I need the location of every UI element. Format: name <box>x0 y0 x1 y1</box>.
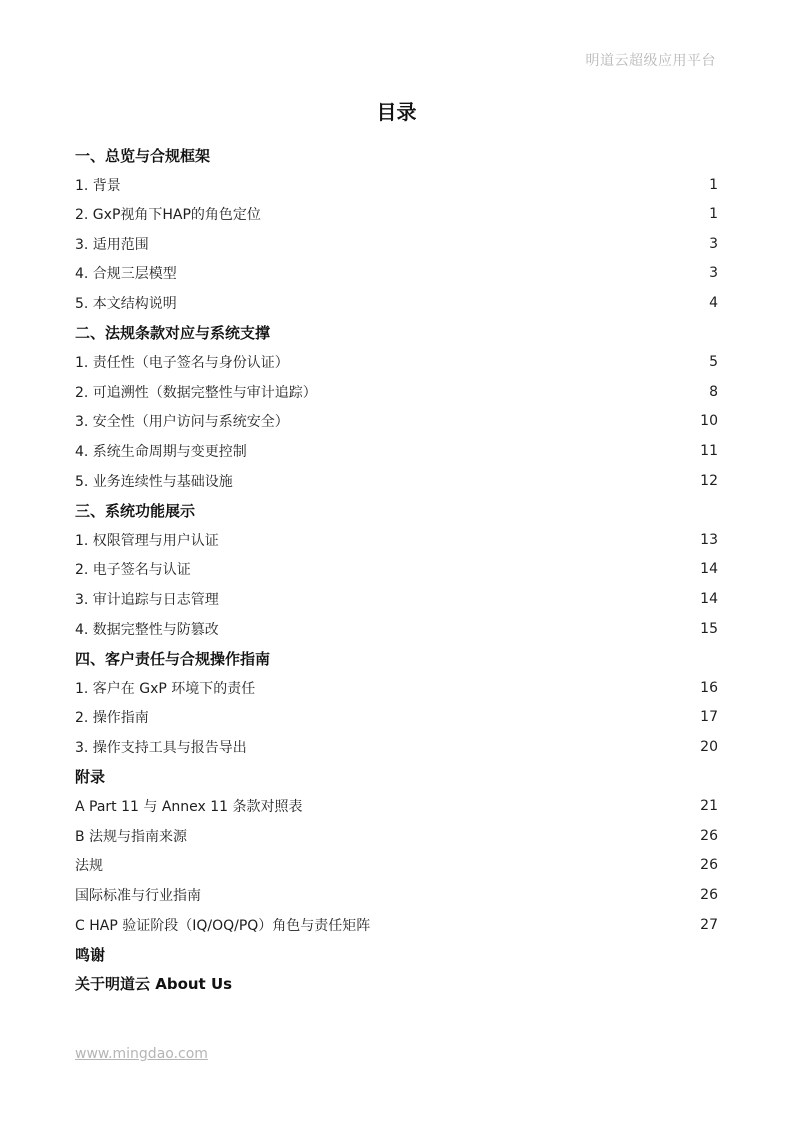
toc-page-number: 1 <box>709 206 718 223</box>
toc-entry-label: 四、客户责任与合规操作指南 <box>75 649 271 668</box>
header-brand: 明道云超级应用平台 <box>585 53 716 69</box>
toc-entry-label: 三、系统功能展示 <box>75 501 196 520</box>
toc-entry-label: 国际标准与行业指南 <box>75 888 201 904</box>
footer-website-link[interactable]: www.mingdao.com <box>75 1046 208 1062</box>
toc-page-number: 17 <box>700 709 718 726</box>
toc-entry[interactable] <box>75 260 718 286</box>
toc-entry-label: 1. 客户在 GxP 环境下的责任 <box>75 680 256 697</box>
toc-entry[interactable] <box>75 349 718 375</box>
toc-page-number: 21 <box>700 798 718 815</box>
toc-entry[interactable] <box>75 616 718 642</box>
toc-entry-label: 法规 <box>75 858 103 875</box>
toc-section-heading[interactable] <box>75 941 718 967</box>
toc-entry-label: 3. 安全性（用户访问与系统安全） <box>75 414 289 431</box>
toc-page-number: 10 <box>700 413 718 430</box>
toc-entry[interactable] <box>75 586 718 612</box>
toc-entry-label: 3. 审计追踪与日志管理 <box>75 592 219 608</box>
toc-page-number: 26 <box>700 827 718 844</box>
toc-entry[interactable] <box>75 675 718 701</box>
toc-entry[interactable] <box>75 734 718 760</box>
toc-page-number: 8 <box>709 383 718 400</box>
toc-page-number: 5 <box>709 354 718 371</box>
toc-section-heading[interactable] <box>75 497 718 523</box>
toc-entry[interactable] <box>75 408 718 434</box>
toc-page-number: 14 <box>700 561 718 578</box>
page-title: 目录 <box>376 100 417 124</box>
toc-entry-label: 一、总览与合规框架 <box>75 146 211 165</box>
toc-entry[interactable] <box>75 704 718 730</box>
toc-page-number: 27 <box>700 916 718 933</box>
toc-page-number: 26 <box>700 857 718 874</box>
toc-entry-label: 1. 权限管理与用户认证 <box>75 532 219 549</box>
toc-entry[interactable] <box>75 201 718 227</box>
toc-entry-label: 5. 业务连续性与基础设施 <box>75 473 233 490</box>
toc-page-number: 14 <box>700 591 718 607</box>
toc-entry-label: 3. 适用范围 <box>75 236 149 253</box>
toc-section-heading[interactable] <box>75 320 718 346</box>
toc-entry[interactable] <box>75 468 718 494</box>
toc-entry[interactable] <box>75 882 718 908</box>
toc-entry[interactable] <box>75 172 718 198</box>
toc-entry[interactable] <box>75 852 718 878</box>
toc-page-number: 11 <box>700 443 718 459</box>
toc-entry[interactable] <box>75 231 718 257</box>
toc-section-heading[interactable] <box>75 142 718 168</box>
toc-page-number: 20 <box>700 739 718 755</box>
toc-page-number: 4 <box>709 295 718 311</box>
toc-section-heading[interactable] <box>75 645 718 671</box>
toc-entry-label: 4. 合规三层模型 <box>75 266 177 283</box>
toc-entry[interactable] <box>75 290 718 316</box>
toc-entry-label: 2. 电子签名与认证 <box>75 562 191 579</box>
toc-page-number: 3 <box>709 235 718 252</box>
toc-entry[interactable] <box>75 556 718 582</box>
toc-entry-label: 2. GxP视角下HAP的角色定位 <box>75 207 261 224</box>
toc-entry[interactable] <box>75 438 718 464</box>
toc-entry-label: B 法规与指南来源 <box>75 828 188 845</box>
toc-entry-label: C HAP 验证阶段（IQ/OQ/PQ）角色与责任矩阵 <box>75 917 371 934</box>
toc-entry-label: 2. 可追溯性（数据完整性与审计追踪） <box>75 384 317 401</box>
toc-entry-label: 5. 本文结构说明 <box>75 296 177 312</box>
toc-page-number: 12 <box>700 472 718 489</box>
toc-entry[interactable] <box>75 527 718 553</box>
toc-entry-label: 4. 数据完整性与防篡改 <box>75 621 219 638</box>
toc-entry[interactable] <box>75 823 718 849</box>
toc-page-number: 15 <box>700 620 718 637</box>
toc-entry[interactable] <box>75 379 718 405</box>
toc-section-heading[interactable] <box>75 971 718 997</box>
toc-entry[interactable] <box>75 912 718 938</box>
toc-entry-label: 鸣谢 <box>75 945 106 964</box>
toc-page-number: 16 <box>700 679 718 696</box>
toc-entry-label: 1. 背景 <box>75 177 121 194</box>
toc-page-number: 3 <box>709 265 718 282</box>
toc-entry-label: 1. 责任性（电子签名与身份认证） <box>75 355 289 372</box>
toc-entry-label: 2. 操作指南 <box>75 710 149 727</box>
toc-page-number: 1 <box>709 176 718 193</box>
toc-entry[interactable] <box>75 793 718 819</box>
toc-entry-label: 3. 操作支持工具与报告导出 <box>75 740 247 756</box>
toc-entry-label: 关于明道云 About Us <box>75 975 233 994</box>
toc-entry-label: 4. 系统生命周期与变更控制 <box>75 444 247 460</box>
toc-page-number: 26 <box>700 887 718 903</box>
toc-entry-label: A Part 11 与 Annex 11 条款对照表 <box>75 799 303 816</box>
toc-entry-label: 附录 <box>75 768 106 787</box>
toc-section-heading[interactable] <box>75 764 718 790</box>
toc-entry-label: 二、法规条款对应与系统支撑 <box>75 324 271 343</box>
toc-page-number: 13 <box>700 531 718 548</box>
